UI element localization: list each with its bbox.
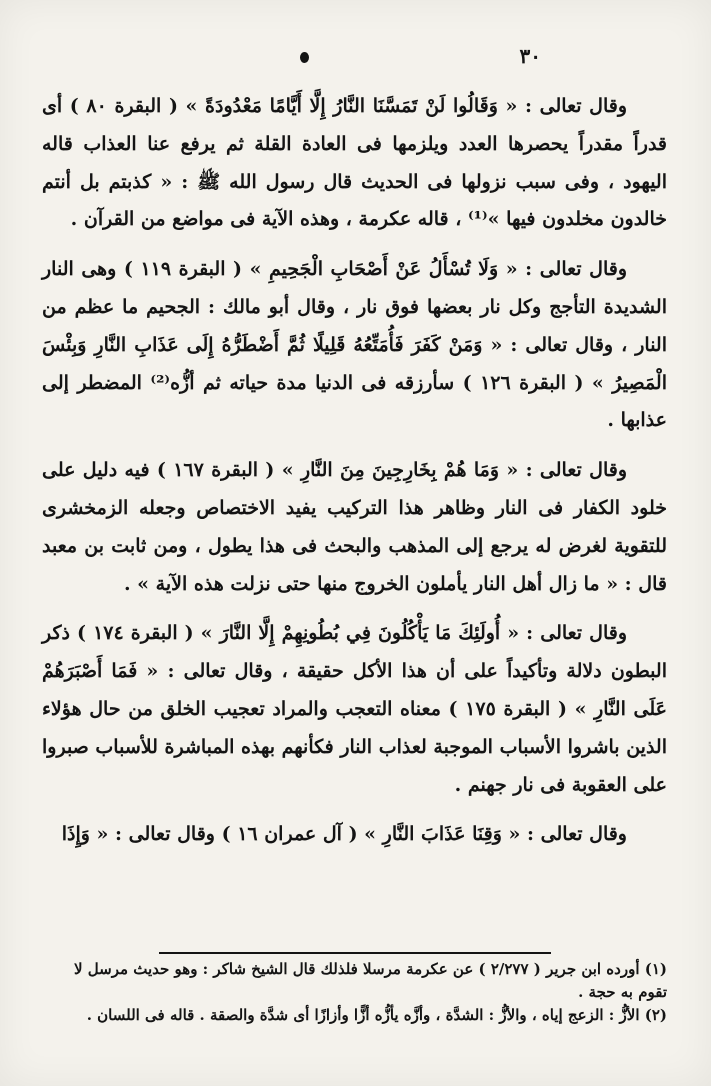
paragraph: وقال تعالى : « وَقَالُوا لَنْ تَمَسَّنَا النَّارُ إِلَّا أَيَّامًا مَعْدُودَةً » ( البقرة ٨٠ ) أى قدراً مقدراً يحصرها العدد ويلزمها فى العادة القلة ثم يرفع عنا العذاب قاله اليهود ، وفى سبب نزولها فى الحديث قال رسول الله ﷺ : « كذبتم بل أنتم خالدون مخلدون فيها »⁽¹⁾ ، قاله عكرمة ، وهذه الآية فى مواضع من القرآن .	[42, 95, 667, 231]
footnote: (٢) الأزُّ : الزعج إياه ، والأزُّ : الشدَّة ، وأزَّه يأزُّه أزًّا وأزازًا أى شدَّة والصقة . قاله فى اللسان .	[86, 1006, 667, 1024]
ink-dot	[300, 52, 309, 63]
footnotes	[47, 958, 667, 1027]
main-text	[42, 88, 667, 866]
paragraph: وقال تعالى : « وَمَا هُمْ بِخَارِجِينَ مِنَ النَّارِ » ( البقرة ١٦٧ ) فيه دليل على خلود الكفار فى النار وظاهر هذا التركيب يفيد الاختصاص وجعله الزمخشرى للتقوية لغرض له يرجع إلى المذهب والبحث فى هذا يطول ، ومن ثابت بن معبد قال : « ما زال أهل النار يأملون الخروج منها حتى نزلت هذه الآية » .	[42, 459, 667, 595]
paragraph: وقال تعالى : « أُولَئِكَ مَا يَأْكُلُونَ فِي بُطُونِهِمْ إِلَّا النَّارَ » ( البقرة ١٧٤ ) ذكر البطون دلالة وتأكيداً على أن هذا الأكل حقيقة ، وقال تعالى : « فَمَا أَصْبَرَهُمْ عَلَى النَّارِ » ( البقرة ١٧٥ ) معناه التعجب والمراد تعجيب الخلق من حال هؤلاء الذين باشروا الأسباب الموجبة لعذاب النار فكأنهم بهذه المباشرة للأسباب صبروا على العقوبة فى نار جهنم .	[42, 622, 667, 796]
footnote: (١) أورده ابن جرير ( ٢/٢٧٧ ) عن عكرمة مرسلا فلذلك قال الشيخ شاكر : وهو حديث مرسل لا تقوم به حجة .	[74, 960, 667, 1001]
page-number: ٣٠	[519, 44, 541, 68]
footnote-divider	[159, 952, 551, 954]
paragraph: وقال تعالى : « وَقِنَا عَذَابَ النَّارِ » ( آل عمران ١٦ ) وقال تعالى : « وَإِذَا	[61, 823, 627, 846]
paragraph: وقال تعالى : « وَلَا تُسْأَلُ عَنْ أَصْحَابِ الْجَحِيمِ » ( البقرة ١١٩ ) وهى النار الشديدة التأجج وكل نار بعضها فوق نار ، وقال أبو مالك : الجحيم ما عظم من النار ، وقال تعالى : « وَمَنْ كَفَرَ فَأُمَتِّعُهُ قَلِيلًا ثُمَّ أَضْطَرُّهُ إِلَى عَذَابِ النَّارِ وَبِئْسَ الْمَصِيرُ » ( البقرة ١٢٦ ) سأرزقه فى الدنيا مدة حياته ثم أزُّه⁽²⁾ المضطر إلى عذابها .	[42, 258, 667, 432]
